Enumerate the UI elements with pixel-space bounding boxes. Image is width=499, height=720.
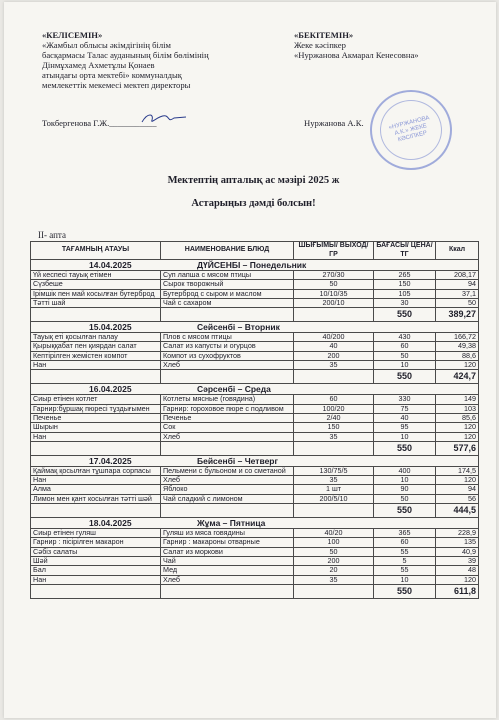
day-total-row [31,504,479,518]
day-date: 14.04.2025 [89,260,132,270]
dish-name-kz: Сәбіз салаты [31,547,161,556]
total-spacer [31,441,161,455]
table-row [31,298,479,307]
price: 10 [374,575,436,584]
price: 75 [374,404,436,413]
dish-name-ru: Чай сладкий с лимоном [161,494,294,503]
agree-line: Дінмұхамед Ахметұлы Қонаев [42,60,155,70]
table-row [31,556,479,565]
table-row [31,351,479,360]
dish-name-ru: Печенье [161,413,294,422]
dish-name-ru: Хлеб [161,476,294,485]
day-name: Бейсенбі – Четверг [197,455,279,466]
calories: 120 [436,432,479,441]
day-total-row [31,370,479,384]
calories: 120 [436,361,479,370]
calories: 94 [436,485,479,494]
table-row [31,466,479,475]
price: 400 [374,466,436,475]
dish-name-kz: Нан [31,575,161,584]
approval-block-left [42,30,272,90]
price: 10 [374,361,436,370]
table-row [31,342,479,351]
column-header: ТАҒАМНЫҢ АТАУЫ [31,242,161,260]
calories: 39 [436,556,479,565]
total-spacer [161,308,294,322]
total-spacer [161,441,294,455]
calories: 135 [436,538,479,547]
portion-weight: 40/200 [294,333,374,342]
day-header-row [31,260,479,271]
column-header: ШЫҒЫМЫ/ ВЫХОД/ГР [294,242,374,260]
handwritten-signature [140,110,190,126]
price: 150 [374,280,436,289]
agree-line: «Жамбыл облысы әкімдігінің білім [42,40,171,50]
dish-name-ru: Сырок творожный [161,280,294,289]
dish-name-kz: Шырын [31,423,161,432]
portion-weight: 40 [294,342,374,351]
column-header: Ккал [436,242,479,260]
total-calories: 389,27 [436,308,479,322]
portion-weight: 35 [294,575,374,584]
approve-line: Жеке кәсіпкер [294,40,346,50]
dish-name-kz: Кептірілген жемістен компот [31,351,161,360]
menu-subtitle: Астарыңыз дәмді болсын! [191,198,316,209]
day-header [31,322,479,333]
table-row [31,361,479,370]
calories: 94 [436,280,479,289]
price: 430 [374,333,436,342]
total-spacer [294,504,374,518]
portion-weight: 200/5/10 [294,494,374,503]
table-row [31,271,479,280]
dish-name-kz: Лимон мен қант косылған тәтті шәй [31,494,161,503]
day-total-row [31,584,479,598]
total-spacer [161,584,294,598]
dish-name-ru: Суп лапша с мясом птицы [161,271,294,280]
agree-line: басқармасы Талас ауданының білім бөлімінің [42,50,209,60]
total-calories: 444,5 [436,504,479,518]
calories: 149 [436,395,479,404]
table-row [31,494,479,503]
price: 50 [374,351,436,360]
table-header-row [31,242,479,260]
dish-name-kz: Шәй [31,556,161,565]
dish-name-kz: Нан [31,361,161,370]
table-row [31,432,479,441]
dish-name-ru: Котлеты мясные (говядина) [161,395,294,404]
portion-weight: 35 [294,432,374,441]
total-price: 550 [374,504,436,518]
dish-name-kz: Нан [31,432,161,441]
portion-weight: 200 [294,351,374,360]
day-header [31,260,479,271]
calories: 166,72 [436,333,479,342]
dish-name-kz: Сүзбеше [31,280,161,289]
total-spacer [294,584,374,598]
day-date: 18.04.2025 [89,518,132,529]
table-row [31,289,479,298]
total-spacer [31,370,161,384]
dish-name-kz: Бал [31,566,161,575]
dish-name-ru: Хлеб [161,432,294,441]
dish-name-kz: Қаймақ қосылған тұшпара сорпасы [31,466,161,475]
total-spacer [31,584,161,598]
dish-name-ru: Плов с мясом птицы [161,333,294,342]
calories: 49,38 [436,342,479,351]
day-header-row [31,384,479,395]
portion-weight: 150 [294,423,374,432]
price: 365 [374,529,436,538]
total-spacer [31,504,161,518]
table-row [31,485,479,494]
day-total-row [31,441,479,455]
agree-title: «КЕЛІСЕМІН» [42,30,103,40]
dish-name-ru: Яблоко [161,485,294,494]
portion-weight: 1 шт [294,485,374,494]
dish-name-ru: Гарнир : макароны отварные [161,538,294,547]
dish-name-ru: Гуляш из мяса говядины [161,529,294,538]
price: 265 [374,271,436,280]
price: 105 [374,289,436,298]
day-date: 16.04.2025 [89,384,132,395]
approval-block-right [294,30,494,60]
dish-name-ru: Чай [161,556,294,565]
table-row [31,547,479,556]
column-header: НАИМЕНОВАНИЕ БЛЮД [161,242,294,260]
price: 5 [374,556,436,565]
total-spacer [294,441,374,455]
director-signer: Токбергенова Г.Ж.___________ [42,118,157,128]
menu-document [4,2,496,718]
portion-weight: 50 [294,547,374,556]
agree-line: мемлекеттік мекемесі мектеп директоры [42,80,191,90]
portion-weight: 130/75/5 [294,466,374,475]
total-spacer [161,370,294,384]
total-calories: 424,7 [436,370,479,384]
day-total-row [31,308,479,322]
price: 10 [374,476,436,485]
menu-table [30,241,479,599]
menu-table-body [31,260,479,599]
dish-name-ru: Хлеб [161,575,294,584]
official-stamp [370,90,452,170]
table-row [31,395,479,404]
dish-name-ru: Мед [161,566,294,575]
table-row [31,575,479,584]
dish-name-kz: Печенье [31,413,161,422]
table-row [31,413,479,422]
dish-name-ru: Компот из сухофруктов [161,351,294,360]
portion-weight: 200 [294,556,374,565]
price: 55 [374,566,436,575]
total-price: 550 [374,584,436,598]
dish-name-kz: Қырыққабат пен қиярдан салат [31,342,161,351]
calories: 85,6 [436,413,479,422]
price: 90 [374,485,436,494]
dish-name-ru: Пельмени с бульоном и со сметаной [161,466,294,475]
portion-weight: 200/10 [294,298,374,307]
dish-name-ru: Хлеб [161,361,294,370]
week-label: II- апта [38,230,66,240]
calories: 174,5 [436,466,479,475]
day-name: ДҮЙСЕНБІ – Понедельник [197,260,307,270]
price: 50 [374,494,436,503]
day-name: Жұма – Пятница [197,518,266,529]
total-spacer [294,370,374,384]
calories: 50 [436,298,479,307]
day-name: Сейсенбі – Вторник [197,322,280,333]
total-spacer [161,504,294,518]
total-price: 550 [374,308,436,322]
calories: 120 [436,476,479,485]
dish-name-kz: Гарнир:бұршақ пюресі тұздығымен [31,404,161,413]
portion-weight: 270/30 [294,271,374,280]
total-price: 550 [374,441,436,455]
dish-name-kz: Үй кеспесі тауық етімен [31,271,161,280]
table-row [31,529,479,538]
table-row [31,566,479,575]
dish-name-ru: Бутерброд с сыром и маслом [161,289,294,298]
calories: 120 [436,423,479,432]
dish-name-ru: Сок [161,423,294,432]
total-calories: 577,6 [436,441,479,455]
total-calories: 611,8 [436,584,479,598]
total-price: 550 [374,370,436,384]
portion-weight: 2/40 [294,413,374,422]
column-header: БАҒАСЫ/ ЦЕНА/ТГ [374,242,436,260]
day-header [31,518,479,529]
portion-weight: 10/10/35 [294,289,374,298]
table-row [31,280,479,289]
price: 40 [374,413,436,422]
day-name: Сәрсенбі – Среда [197,384,271,395]
portion-weight: 100/20 [294,404,374,413]
dish-name-kz: Алма [31,485,161,494]
day-header-row [31,518,479,529]
table-row [31,333,479,342]
price: 55 [374,547,436,556]
portion-weight: 35 [294,476,374,485]
dish-name-ru: Гарнир: гороховое пюре с подливом [161,404,294,413]
day-date: 15.04.2025 [89,322,132,333]
table-row [31,476,479,485]
calories: 48 [436,566,479,575]
total-spacer [294,308,374,322]
dish-name-ru: Салат из моркови [161,547,294,556]
approve-title: «БЕКІТЕМІН» [294,30,354,40]
dish-name-kz: Сиыр етінен гуляш [31,529,161,538]
calories: 208,17 [436,271,479,280]
portion-weight: 60 [294,395,374,404]
calories: 228,9 [436,529,479,538]
calories: 120 [436,575,479,584]
dish-name-kz: Сиыр етінен котлет [31,395,161,404]
dish-name-ru: Чай с сахаром [161,298,294,307]
table-row [31,423,479,432]
stamp-text: «НУРЖАНОВА А.К.» ЖЕКЕ КӘСІПКЕР [388,115,431,144]
price: 95 [374,423,436,432]
dish-name-kz: Гарнир : пісірілген макарон [31,538,161,547]
price: 60 [374,342,436,351]
dish-name-kz: Ірімшік пен май косылған бутерброд [31,289,161,298]
entrepreneur-signer: Нуржанова А.К. [304,118,364,128]
price: 330 [374,395,436,404]
price: 30 [374,298,436,307]
day-header-row [31,455,479,466]
approve-line: «Нуржанова Акмарал Кенесовна» [294,50,419,60]
menu-title: Мектептің апталық ас мәзірі 2025 ж [167,175,340,186]
dish-name-kz: Тәтті шай [31,298,161,307]
calories: 103 [436,404,479,413]
dish-name-kz: Тауық еті қосылған палау [31,333,161,342]
calories: 88,6 [436,351,479,360]
calories: 40,9 [436,547,479,556]
calories: 56 [436,494,479,503]
dish-name-ru: Салат из капусты и огурцов [161,342,294,351]
portion-weight: 35 [294,361,374,370]
day-header [31,384,479,395]
portion-weight: 40/20 [294,529,374,538]
agree-line: атындағы орта мектебі» коммуналдық [42,70,182,80]
table-row [31,404,479,413]
price: 60 [374,538,436,547]
portion-weight: 20 [294,566,374,575]
portion-weight: 50 [294,280,374,289]
day-header-row [31,322,479,333]
price: 10 [374,432,436,441]
dish-name-kz: Нан [31,476,161,485]
calories: 37,1 [436,289,479,298]
day-date: 17.04.2025 [89,455,132,466]
day-header [31,455,479,466]
table-row [31,538,479,547]
total-spacer [31,308,161,322]
portion-weight: 100 [294,538,374,547]
